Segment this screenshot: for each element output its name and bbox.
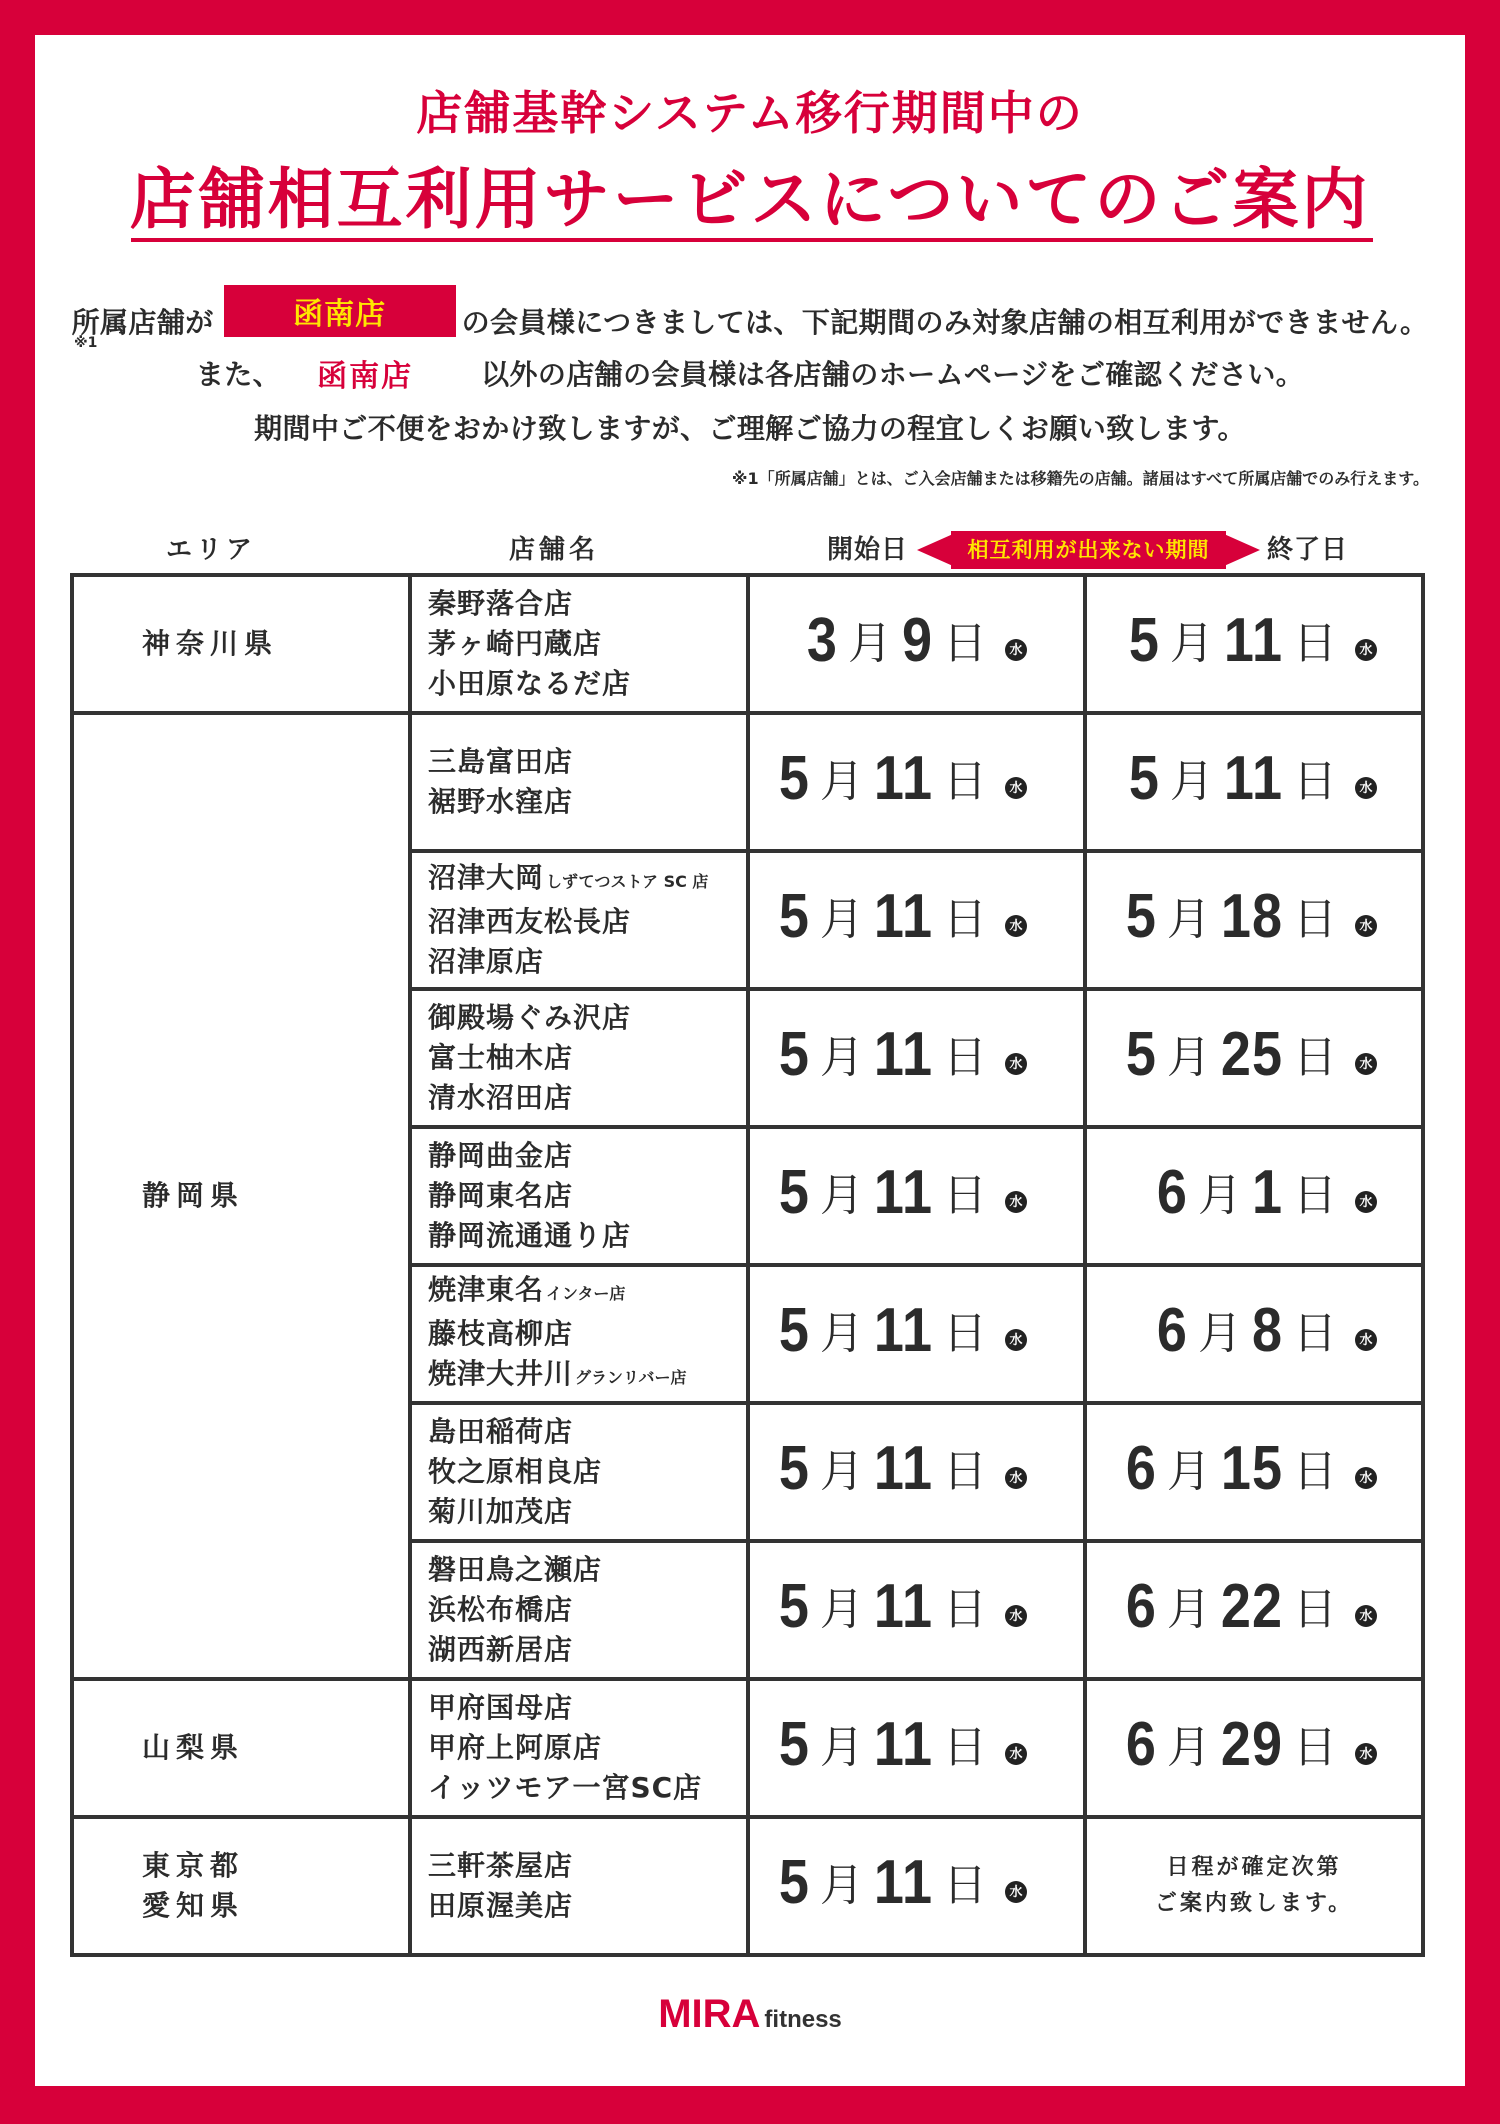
store-name	[428, 1136, 746, 1176]
title-line-1: 店舗基幹システム移行期間中の	[416, 86, 1084, 140]
store-name	[428, 1590, 746, 1630]
month-unit: 月	[847, 618, 892, 669]
day-number: 11	[873, 1019, 933, 1089]
end-date-cell	[1085, 1817, 1423, 1955]
footnote-mark: ※1	[74, 335, 98, 351]
period-label: 相互利用が出来ない期間	[967, 538, 1210, 562]
store-name-text: 焼津大井川	[428, 1357, 574, 1390]
store-name-text: 裾野水窪店	[428, 785, 574, 818]
logo-brand: MIRA	[658, 1992, 761, 2036]
date-value	[778, 743, 1027, 813]
store-name-text: 秦野落合店	[428, 587, 574, 620]
store-name-text: 沼津大岡	[428, 861, 545, 894]
intro-line-1-prefix: 所属店舗が	[71, 306, 214, 339]
day-number: 8	[1251, 1295, 1283, 1365]
intro-line-3-text: 期間中ご不便をおかけ致しますが、ご理解ご協力の程宜しくお願い致します。	[254, 412, 1246, 445]
day-number: 11	[1223, 605, 1283, 675]
day-number: 11	[873, 881, 933, 951]
day-number: 11	[873, 743, 933, 813]
date-note	[1087, 1850, 1421, 1922]
store-name-text: 茅ヶ崎円蔵店	[428, 627, 603, 660]
poster-body	[35, 35, 1465, 2086]
store-name	[428, 1314, 746, 1354]
store-name-text: 藤枝高柳店	[428, 1317, 574, 1350]
month-unit: 月	[819, 1722, 864, 1773]
store-name	[428, 998, 746, 1038]
store-name-text: 湖西新居店	[428, 1633, 574, 1666]
date-value	[1125, 1571, 1377, 1641]
weekday-badge: 水	[1005, 1605, 1027, 1627]
store-name	[428, 942, 746, 982]
start-date-cell	[748, 1127, 1085, 1265]
end-date-cell	[1085, 713, 1423, 851]
month-number: 5	[1128, 743, 1160, 813]
day-number: 11	[873, 1571, 933, 1641]
store-name-text: 田原渥美店	[428, 1889, 574, 1922]
weekday-badge: 水	[1005, 1191, 1027, 1213]
date-note-line: 日程が確定次第	[1166, 1855, 1342, 1880]
store-name	[428, 1038, 746, 1078]
day-unit: 日	[943, 618, 987, 669]
store-cell	[410, 1127, 748, 1265]
month-number: 5	[778, 881, 810, 951]
store-name-text: 沼津西友松長店	[428, 905, 632, 938]
month-unit: 月	[1166, 1584, 1211, 1635]
store-name-text: 御殿場ぐみ沢店	[428, 1001, 632, 1034]
header-start-date: 開始日	[827, 535, 909, 565]
store-cell	[410, 1679, 748, 1817]
month-number: 5	[1125, 881, 1157, 951]
title-underline	[131, 238, 1373, 242]
store-name	[428, 742, 746, 782]
weekday-badge: 水	[1005, 639, 1027, 661]
table-row	[72, 1817, 1423, 1955]
store-cell	[410, 1265, 748, 1403]
table-row	[72, 575, 1423, 713]
store-name-suffix: グランリバー店	[575, 1368, 687, 1387]
weekday-badge: 水	[1355, 1191, 1377, 1213]
month-unit: 月	[1166, 1032, 1211, 1083]
store-name-text: 静岡曲金店	[428, 1139, 574, 1172]
area-cell	[72, 1817, 410, 1955]
store-name-suffix: しずてつストア SC 店	[546, 872, 709, 891]
day-number: 11	[1223, 743, 1283, 813]
start-date-cell	[748, 851, 1085, 989]
date-value	[1125, 1433, 1377, 1503]
store-name	[428, 1354, 746, 1398]
day-unit: 日	[1293, 618, 1337, 669]
store-name	[428, 858, 746, 902]
day-unit: 日	[1293, 894, 1337, 945]
footnote: ※1「所属店舗」とは、ご入会店舗または移籍先の店舗。諸届はすべて所属店舗でのみ行えます。	[731, 469, 1429, 488]
day-unit: 日	[943, 1032, 987, 1083]
end-date-cell	[1085, 1541, 1423, 1679]
store-name-text: 富士柚木店	[428, 1041, 574, 1074]
date-value	[1125, 881, 1377, 951]
day-unit: 日	[1293, 1170, 1337, 1221]
date-value	[778, 1433, 1027, 1503]
store-name	[428, 1452, 746, 1492]
day-unit: 日	[943, 756, 987, 807]
store-name	[428, 1270, 746, 1314]
weekday-badge: 水	[1005, 1053, 1027, 1075]
day-unit: 日	[1293, 1722, 1337, 1773]
day-unit: 日	[1293, 756, 1337, 807]
start-date-cell	[748, 1541, 1085, 1679]
schedule-table	[70, 573, 1425, 1957]
month-unit: 月	[1166, 1446, 1211, 1497]
area-name: 愛知県	[142, 1889, 245, 1922]
date-value	[778, 1571, 1027, 1641]
schedule-table-body	[72, 575, 1423, 1955]
end-date-cell	[1085, 1265, 1423, 1403]
day-number: 11	[873, 1295, 933, 1365]
month-unit: 月	[819, 1170, 864, 1221]
area-name: 神奈川県	[142, 627, 279, 660]
month-unit: 月	[1169, 756, 1214, 807]
date-value	[778, 1295, 1027, 1365]
month-unit: 月	[819, 1032, 864, 1083]
month-unit: 月	[1166, 894, 1211, 945]
start-date-cell	[748, 713, 1085, 851]
store-name	[428, 782, 746, 822]
weekday-badge: 水	[1355, 1467, 1377, 1489]
store-name-suffix: インター店	[546, 1284, 626, 1303]
store-cell	[410, 1403, 748, 1541]
store-name-text: 清水沼田店	[428, 1081, 574, 1114]
month-unit: 月	[819, 1860, 864, 1911]
month-unit: 月	[1166, 1722, 1211, 1773]
store-name-text: 小田原なるだ店	[428, 667, 632, 700]
day-unit: 日	[943, 1722, 987, 1773]
end-date-cell	[1085, 1127, 1423, 1265]
weekday-badge: 水	[1005, 1467, 1027, 1489]
store-name-text: 三島富田店	[428, 745, 574, 778]
store-name	[428, 1216, 746, 1256]
store-cell	[410, 989, 748, 1127]
title-line-2: 店舗相互利用サービスについてのご案内	[129, 161, 1371, 238]
start-date-cell	[748, 989, 1085, 1127]
store-name-text: 静岡流通通り店	[428, 1219, 632, 1252]
store-cell	[410, 851, 748, 989]
month-unit: 月	[1197, 1170, 1242, 1221]
intro-line-2-suffix: 以外の店舗の会員様は各店舗のホームページをご確認ください。	[481, 358, 1305, 391]
day-number: 11	[873, 1433, 933, 1503]
weekday-badge: 水	[1005, 915, 1027, 937]
day-unit: 日	[1293, 1308, 1337, 1359]
day-number: 11	[873, 1709, 933, 1779]
start-date-cell	[748, 1679, 1085, 1817]
weekday-badge: 水	[1005, 1881, 1027, 1903]
date-value	[806, 605, 1027, 675]
store-name-text: 静岡東名店	[428, 1179, 574, 1212]
month-number: 5	[778, 1709, 810, 1779]
store-name	[428, 664, 746, 704]
intro-line-1	[35, 285, 1465, 337]
store-cell	[410, 1817, 748, 1955]
month-number: 6	[1156, 1295, 1188, 1365]
day-number: 18	[1220, 881, 1283, 951]
day-number: 15	[1220, 1433, 1283, 1503]
store-cell	[410, 575, 748, 713]
date-note-line: ご案内致します。	[1154, 1891, 1354, 1916]
month-number: 6	[1125, 1709, 1157, 1779]
month-unit: 月	[819, 756, 864, 807]
header-end-date: 終了日	[1267, 535, 1349, 565]
store-name-text: 甲府国母店	[428, 1691, 574, 1724]
logo-sub: fitness	[764, 2006, 842, 2033]
store-name-text: 沼津原店	[428, 945, 545, 978]
month-number: 5	[778, 1571, 810, 1641]
day-unit: 日	[943, 894, 987, 945]
date-value	[1156, 1295, 1377, 1365]
store-cell	[410, 1541, 748, 1679]
area-name: 静岡県	[142, 1179, 245, 1212]
date-value	[1156, 1157, 1377, 1227]
date-value	[778, 1847, 1027, 1917]
month-number: 5	[778, 1019, 810, 1089]
store-name-text: 島田稲荷店	[428, 1415, 574, 1448]
date-value	[778, 1709, 1027, 1779]
month-number: 6	[1125, 1571, 1157, 1641]
month-number: 5	[778, 1157, 810, 1227]
table-header	[35, 529, 1465, 571]
store-name	[428, 1176, 746, 1216]
weekday-badge: 水	[1005, 1329, 1027, 1351]
store-name	[428, 1078, 746, 1118]
weekday-badge: 水	[1355, 1329, 1377, 1351]
weekday-badge: 水	[1355, 1053, 1377, 1075]
store-name-text: 磐田鳥之瀬店	[428, 1553, 603, 1586]
day-unit: 日	[943, 1584, 987, 1635]
month-number: 5	[1125, 1019, 1157, 1089]
store-name-text: 甲府上阿原店	[428, 1731, 603, 1764]
day-unit: 日	[1293, 1446, 1337, 1497]
day-number: 22	[1220, 1571, 1283, 1641]
day-unit: 日	[943, 1170, 987, 1221]
store-name-text: イッツモア一宮SC店	[428, 1771, 703, 1804]
start-date-cell	[748, 1403, 1085, 1541]
date-value	[778, 1157, 1027, 1227]
day-unit: 日	[943, 1446, 987, 1497]
weekday-badge: 水	[1005, 777, 1027, 799]
store-name	[428, 902, 746, 942]
store-name	[428, 1846, 746, 1886]
home-store-name: 函南店	[293, 297, 387, 332]
day-number: 1	[1251, 1157, 1283, 1227]
month-number: 5	[1128, 605, 1160, 675]
day-unit: 日	[943, 1308, 987, 1359]
store-name-text: 牧之原相良店	[428, 1455, 603, 1488]
month-unit: 月	[819, 1584, 864, 1635]
store-name	[428, 1728, 746, 1768]
month-number: 5	[778, 1433, 810, 1503]
store-name-text: 三軒茶屋店	[428, 1849, 574, 1882]
end-date-cell	[1085, 575, 1423, 713]
day-unit: 日	[943, 1860, 987, 1911]
store-name	[428, 1886, 746, 1926]
area-cell	[72, 1679, 410, 1817]
day-number: 11	[873, 1847, 933, 1917]
end-date-cell	[1085, 851, 1423, 989]
area-cell	[72, 713, 410, 1679]
store-name-text: 浜松布橋店	[428, 1593, 574, 1626]
period-arrow-left-head	[917, 534, 953, 566]
period-arrow	[917, 531, 1260, 569]
day-unit: 日	[1293, 1584, 1337, 1635]
store-name	[428, 1492, 746, 1532]
end-date-cell	[1085, 989, 1423, 1127]
date-value	[1125, 1709, 1377, 1779]
store-name	[428, 584, 746, 624]
day-unit: 日	[1293, 1032, 1337, 1083]
intro-line-2	[35, 353, 1465, 393]
store-name-text: 菊川加茂店	[428, 1495, 574, 1528]
weekday-badge: 水	[1355, 1605, 1377, 1627]
month-unit: 月	[819, 894, 864, 945]
start-date-cell	[748, 575, 1085, 713]
header-area: エリア	[166, 535, 257, 565]
date-value	[1128, 743, 1377, 813]
date-value	[778, 1019, 1027, 1089]
weekday-badge: 水	[1355, 915, 1377, 937]
month-unit: 月	[819, 1446, 864, 1497]
day-number: 29	[1220, 1709, 1283, 1779]
start-date-cell	[748, 1817, 1085, 1955]
day-number: 25	[1220, 1019, 1283, 1089]
area-name: 東京都	[142, 1849, 245, 1882]
month-number: 6	[1125, 1433, 1157, 1503]
weekday-badge: 水	[1355, 777, 1377, 799]
month-number: 5	[778, 743, 810, 813]
store-cell	[410, 713, 748, 851]
month-number: 5	[778, 1295, 810, 1365]
store-name	[428, 1412, 746, 1452]
area-cell	[72, 575, 410, 713]
table-row	[72, 713, 1423, 851]
intro-line-1-suffix: の会員様につきましては、下記期間のみ対象店舗の相互利用ができません。	[461, 306, 1429, 339]
start-date-cell	[748, 1265, 1085, 1403]
weekday-badge: 水	[1355, 639, 1377, 661]
day-number: 11	[873, 1157, 933, 1227]
month-number: 3	[806, 605, 838, 675]
end-date-cell	[1085, 1679, 1423, 1817]
day-number: 9	[901, 605, 933, 675]
store-name-text: 焼津東名	[428, 1273, 545, 1306]
store-name	[428, 1550, 746, 1590]
area-name: 山梨県	[142, 1731, 245, 1764]
period-arrow-right-head	[1224, 534, 1260, 566]
month-unit: 月	[819, 1308, 864, 1359]
home-store-box	[224, 285, 456, 337]
brand-logo	[35, 1992, 1465, 2044]
month-number: 6	[1156, 1157, 1188, 1227]
store-name	[428, 1688, 746, 1728]
weekday-badge: 水	[1355, 1743, 1377, 1765]
header-store: 店舗名	[509, 535, 600, 565]
month-unit: 月	[1197, 1308, 1242, 1359]
table-row	[72, 1679, 1423, 1817]
date-value	[1128, 605, 1377, 675]
date-value	[778, 881, 1027, 951]
store-name	[428, 1630, 746, 1670]
intro-line-2-store: 函南店	[317, 359, 414, 394]
store-name	[428, 1768, 746, 1808]
intro-line-3	[35, 407, 1465, 447]
end-date-cell	[1085, 1403, 1423, 1541]
month-unit: 月	[1169, 618, 1214, 669]
month-number: 5	[778, 1847, 810, 1917]
date-value	[1125, 1019, 1377, 1089]
intro-line-2-prefix: また、	[195, 358, 282, 391]
store-name	[428, 624, 746, 664]
weekday-badge: 水	[1005, 1743, 1027, 1765]
